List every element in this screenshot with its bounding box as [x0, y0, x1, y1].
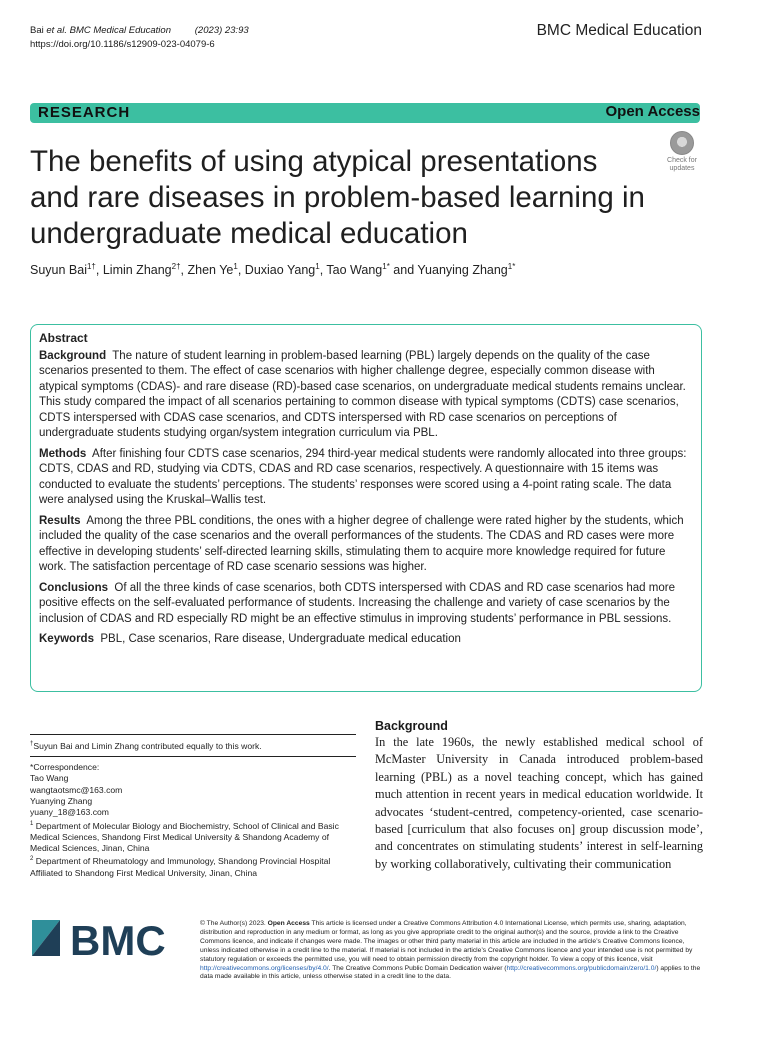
abstract-conclusions-text: Of all the three kinds of case scenarios, both CDTS interspersed with CDAS and RD case scenarios had more positive effects on the self-evaluated performance of students. Increasing the challenge and variety of case scenarios by the inclusion of CDAS and RD especially RD might be an effective stimulus in improving students’ performance in PBL sessions.	[39, 581, 675, 625]
bmc-logo-text: BMC	[70, 917, 166, 964]
author-name[interactable]: Suyun Bai	[30, 263, 87, 278]
bmc-logo-mark-icon	[30, 914, 175, 964]
footnote-equal-contribution: †Suyun Bai and Limin Zhang contributed equally to this work.	[30, 740, 262, 751]
citation-authors: Bai	[30, 25, 44, 36]
license-copyright: © The Author(s) 2023.	[200, 920, 266, 927]
doi-link[interactable]: https://doi.org/10.1186/s12909-023-04079-6	[30, 39, 215, 50]
bmc-logo	[30, 914, 175, 964]
citation-year: (2023) 23:93	[194, 25, 249, 36]
footnotes	[30, 734, 356, 879]
affiliation-2-text: Department of Rheumatology and Immunology, Shandong Provincial Hospital Affiliated to Shandong First Medical University, Jinan, China	[30, 856, 331, 878]
author-and: and	[393, 263, 415, 278]
abstract-keywords-text: PBL, Case scenarios, Rare disease, Undergraduate medical education	[100, 633, 461, 645]
footnote-divider	[30, 734, 356, 735]
check-for-updates-button[interactable]	[662, 131, 702, 171]
author-sup: 1†	[86, 262, 96, 271]
correspondent-name: Tao Wang	[30, 773, 69, 784]
abstract-conclusions-label: Conclusions	[39, 581, 109, 594]
license-body: This article is licensed under a Creative Commons Attribution 4.0 International License, which permits use, sharing, adaptation, distribution and reproduction in any medium or format, as long as you give appropriate credit to the original author(s) and the source, provide a link to the Creative Commons licence, and indicate if changes were made. The images or other third party material in this article are included in the article’s Creative Commons licence, unless indicated otherwise in a credit line to the material. If material is not included in the article’s Creative Commons licence and your intended use is not permitted by statutory regulation or exceeds the permitted use, you will need to obtain permission directly from the copyright holder. To view a copy of this licence, visit	[200, 920, 693, 963]
check-updates-text	[662, 157, 702, 172]
author-name[interactable]: Yuanying Zhang	[417, 263, 508, 278]
body-paragraph: In the late 1960s, the newly established medical school of McMaster University in Canada introduced problem-based learning (PBL) as a novel teaching concept, which has gained much attention in recent years in medical education worldwide. It advocates ‘student-centred, competency-oriented, case scenario-based [curriculum that also focuses on] group discussion mode’, and concentrates on stimulating students’ interest in self-learning by working collaboratively, cultivating their communication	[375, 735, 703, 871]
license-link-cc-zero[interactable]: http://creativecommons.org/publicdomain/zero/1.0/	[506, 964, 657, 972]
abstract-methods-label: Methods	[39, 447, 87, 460]
research-banner	[30, 103, 700, 123]
article-title: The benefits of using atypical presentations and rare diseases in problem-based learning in undergraduate medical education	[30, 145, 645, 250]
abstract-results	[39, 514, 689, 576]
body-column	[375, 718, 703, 873]
author-sup: 1*	[382, 262, 390, 271]
correspondent-name: Yuanying Zhang	[30, 796, 93, 807]
abstract-background	[39, 349, 689, 442]
license-text	[200, 920, 702, 982]
affiliation-2: $^2$ Department of Rheumatology and Immunology, Shandong Provincial Hospital Affiliated to Shandong First Medical University, Jinan, China	[30, 856, 331, 878]
check-updates-icon	[670, 131, 694, 155]
abstract-methods	[39, 447, 689, 509]
abstract-results-text: Among the three PBL conditions, the ones with a higher degree of challenge were rated higher by the students, which included the quality of the case scenarios and the overall performances of the students. The CDAS and RD cases were more effective in developing students’ self-directed learning skills, stimulating them to acquire more knowledge required for future work. The satisfaction percentage of RD case scenario sessions was higher.	[39, 514, 684, 573]
author-name[interactable]: Tao Wang	[326, 263, 383, 278]
author-name[interactable]: Zhen Ye	[187, 263, 234, 278]
abstract-conclusions	[39, 581, 689, 628]
footnote-equal-text: Suyun Bai and Limin Zhang contributed equally to this work.	[33, 740, 262, 751]
correspondent-email[interactable]: wangtaotsmc@163.com	[30, 784, 123, 795]
abstract-methods-text: After finishing four CDTS case scenarios, 294 third-year medical students were randomly allocated into three groups: CDTS, CDAS and RD, studying via CDTS, CDAS and RD case scenarios, respectively. A questionnaire with 15 items was conducted to evaluate the students’ perceptions. The students’ responses were scored using a 4-point rating scale. The data were analysed using the Kruskal–Wallis test.	[39, 447, 687, 506]
correspondent-email[interactable]: yuany_18@163.com	[30, 807, 109, 818]
abstract-keywords	[39, 632, 689, 648]
journal-name: BMC Medical Education	[536, 22, 702, 39]
license-body-2: . The Creative Commons Public Domain Dedication waiver (	[328, 964, 507, 972]
abstract-heading: Abstract	[39, 331, 88, 345]
license-link-cc-by[interactable]: http://creativecommons.org/licenses/by/4.0/	[200, 964, 329, 972]
author-sup: 1	[233, 262, 238, 271]
check-updates-line1: Check for	[667, 157, 697, 164]
citation-header	[30, 24, 249, 52]
author-name[interactable]: Limin Zhang	[102, 263, 172, 278]
citation-journal: et al. BMC Medical Education	[46, 25, 171, 36]
open-access-label: Open Access	[605, 103, 700, 120]
footnote-divider	[30, 756, 356, 757]
license-body-3: ) applies to the data made available in this article, unless otherwise stated in a credit line to the data.	[200, 964, 701, 981]
affiliation-1-text: Department of Molecular Biology and Biochemistry, School of Clinical and Basic Medical Sciences, Shandong First Medical University & Shandong Academy of Medical Sciences, Jinan, China	[30, 820, 339, 854]
author-list: Suyun Bai$^{1\dagger}$, Limin Zhang$^{2\dagger}$, Zhen Ye$^1$, Duxiao Yang$^1$, Tao Wang$^{1*}$ and Yuanying Zhang$^{1*}$	[30, 262, 516, 278]
abstract	[39, 331, 689, 653]
check-updates-line2: updates	[669, 164, 695, 172]
citation-line	[30, 24, 249, 38]
abstract-background-text: The nature of student learning in problem-based learning (PBL) largely depends on the quality of the case scenarios presented to them. The effect of case scenarios with higher challenge degree, especially common disease with atypical symptoms (CDAS)- and rare disease (RD)-based case scenarios, on undergraduate medical students remains unclear. This study compared the impact of all scenarios pertaining to common disease with typical symptoms (CDTS) case scenarios, CDTS interspersed with CDAS case scenarios, and CDTS interspersed with RD case scenarios on perceptions of undergraduate students studying organ/system integration curriculum via PBL.	[39, 349, 686, 439]
affiliation-1: $^1$ Department of Molecular Biology and Biochemistry, School of Clinical and Basic Medical Sciences, Shandong First Medical University & Shandong Academy of Medical Sciences, Jinan, China	[30, 820, 339, 854]
license-open-access: Open Access	[267, 920, 310, 927]
footnote-correspondence: *Correspondence:	[30, 762, 100, 773]
author-sup: 2†	[171, 262, 181, 271]
abstract-keywords-label: Keywords	[39, 633, 94, 645]
abstract-results-label: Results	[39, 514, 81, 527]
section-heading: Background	[375, 719, 448, 733]
abstract-background-label: Background	[39, 349, 107, 362]
author-name[interactable]: Duxiao Yang	[244, 263, 316, 278]
research-label: RESEARCH	[38, 104, 131, 121]
author-sup: 1	[315, 262, 320, 271]
author-sup: 1*	[507, 262, 516, 271]
